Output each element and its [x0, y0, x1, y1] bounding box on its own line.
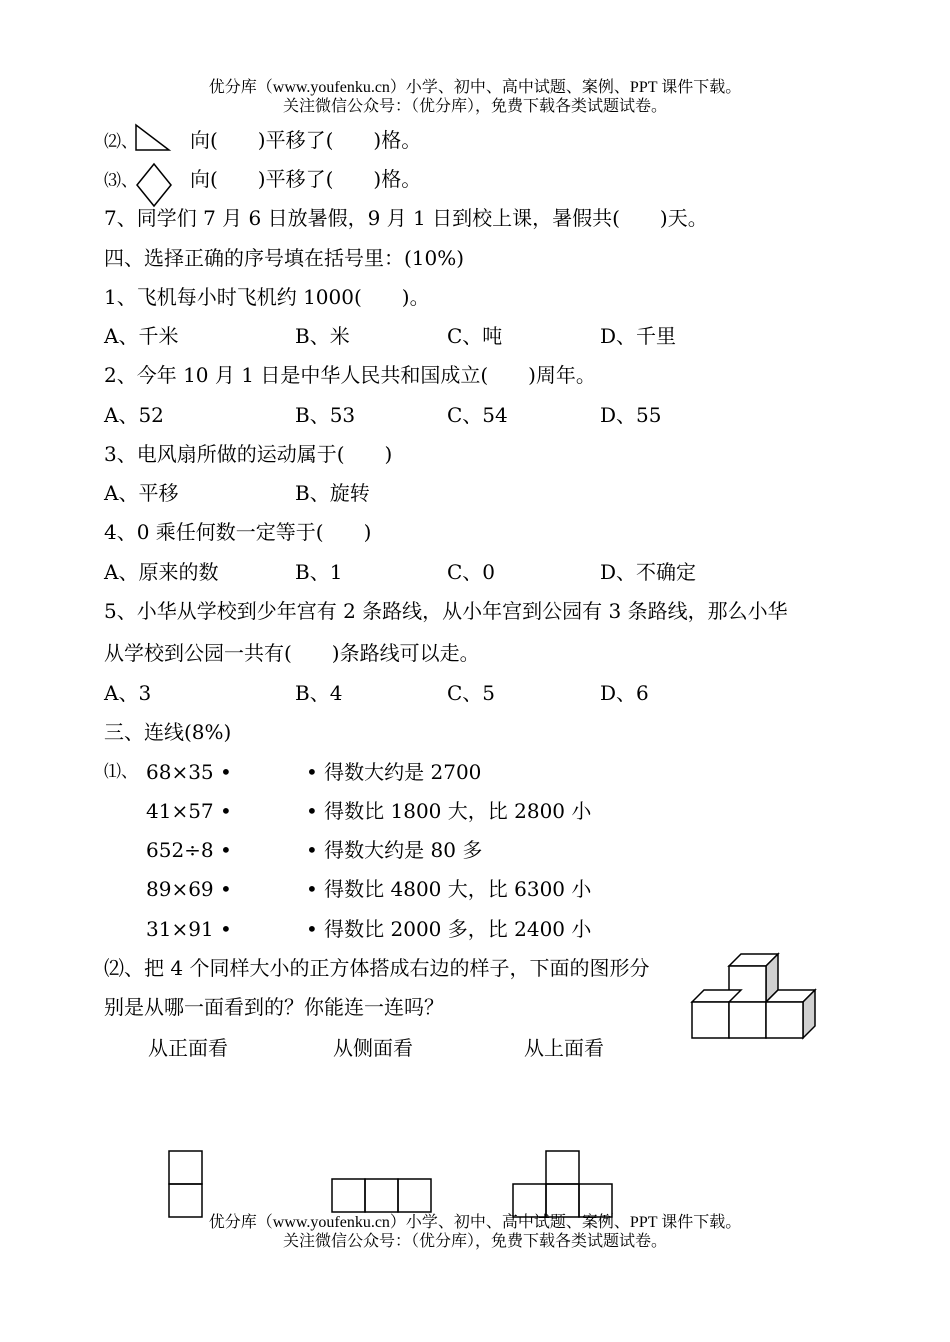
choice-option: B、53 — [295, 403, 356, 427]
translate-item-3 — [104, 166, 138, 194]
choice-question-4: 4、0 乘任何数一定等于( ) — [104, 520, 372, 544]
translate-item-3-text: 向( )平移了( )格。 — [190, 167, 422, 191]
choice-option: C、0 — [447, 560, 496, 584]
section-4-title: 四、选择正确的序号填在括号里：(10%) — [104, 246, 465, 270]
choice-question-2: 2、今年 10 月 1 日是中华人民共和国成立( )周年。 — [104, 363, 596, 387]
page-footer-line-2: 关注微信公众号：（优分库），免费下载各类试题试卷。 — [282, 1233, 667, 1250]
choice-option: C、吨 — [447, 324, 503, 348]
matching-part-1-number: ⑴、 — [104, 762, 138, 782]
page-footer-line-1: 优分库（www.youfenku.cn）小学、初中、高中试题、案例、PPT 课件下载。 — [208, 1214, 742, 1231]
choice-option: D、不确定 — [600, 560, 697, 584]
view-figure-t-shape — [511, 1149, 616, 1221]
matching-left-item: 31×91 • — [146, 917, 232, 941]
matching-right-item: • 得数比 4800 大，比 6300 小 — [306, 877, 592, 901]
choice-question-5: 5、小华从学校到少年宫有 2 条路线，从小年宫到公园有 3 条路线，那么小华 — [104, 599, 788, 623]
choice-option: D、6 — [600, 681, 649, 705]
choice-option: D、千里 — [600, 324, 677, 348]
question-7: 7、同学们 7 月 6 日放暑假，9 月 1 日到校上课，暑假共( )天。 — [104, 206, 708, 230]
choice-option: D、55 — [600, 403, 662, 427]
choice-question-3: 3、电风扇所做的运动属于( ) — [104, 442, 393, 466]
section-3-title: 三、连线(8%) — [104, 720, 232, 744]
view-figure-vertical-two-squares — [167, 1149, 207, 1219]
matching-left-item: 68×35 • — [146, 760, 232, 784]
choice-option: C、54 — [447, 403, 508, 427]
matching-part-2-line-1: ⑵、把 4 个同样大小的正方体搭成右边的样子，下面的图形分 — [104, 956, 650, 980]
matching-right-item: • 得数比 1800 大，比 2800 小 — [306, 799, 592, 823]
view-label-top: 从上面看 — [524, 1036, 604, 1060]
choice-option: A、原来的数 — [104, 560, 219, 584]
choice-option: B、4 — [295, 681, 343, 705]
choice-question-1: 1、飞机每小时飞机约 1000( )。 — [104, 285, 430, 309]
view-figure-three-squares-row — [330, 1177, 435, 1217]
choice-option: B、1 — [295, 560, 343, 584]
choice-question-5-cont: 从学校到公园一共有( )条路线可以走。 — [104, 641, 480, 665]
choice-option: C、5 — [447, 681, 496, 705]
page-header-line-2: 关注微信公众号：（优分库），免费下载各类试题试卷。 — [282, 98, 667, 115]
choice-option: A、千米 — [104, 324, 179, 348]
view-label-side: 从侧面看 — [333, 1036, 413, 1060]
choice-option: B、旋转 — [295, 481, 370, 505]
item-number: ⑶、 — [104, 171, 138, 191]
choice-option: A、3 — [104, 681, 152, 705]
matching-left-item: 41×57 • — [146, 799, 232, 823]
cube-arrangement-figure — [690, 952, 820, 1047]
choice-option: A、52 — [104, 403, 164, 427]
view-label-front: 从正面看 — [148, 1036, 228, 1060]
item-number: ⑵、 — [104, 132, 138, 152]
matching-right-item: • 得数比 2000 多，比 2400 小 — [306, 917, 592, 941]
diamond-shape-icon — [135, 162, 175, 208]
matching-left-item: 652÷8 • — [146, 838, 232, 862]
page-header-line-1: 优分库（www.youfenku.cn）小学、初中、高中试题、案例、PPT 课件下载。 — [208, 79, 742, 96]
triangle-shape-icon — [133, 122, 173, 152]
matching-right-item: • 得数大约是 80 多 — [306, 838, 483, 862]
matching-left-item: 89×69 • — [146, 877, 232, 901]
matching-part-2-line-2: 别是从哪一面看到的？你能连一连吗？ — [104, 995, 444, 1019]
translate-item-2-text: 向( )平移了( )格。 — [190, 128, 422, 152]
choice-option: A、平移 — [104, 481, 179, 505]
matching-right-item: • 得数大约是 2700 — [306, 760, 482, 784]
choice-option: B、米 — [295, 324, 350, 348]
